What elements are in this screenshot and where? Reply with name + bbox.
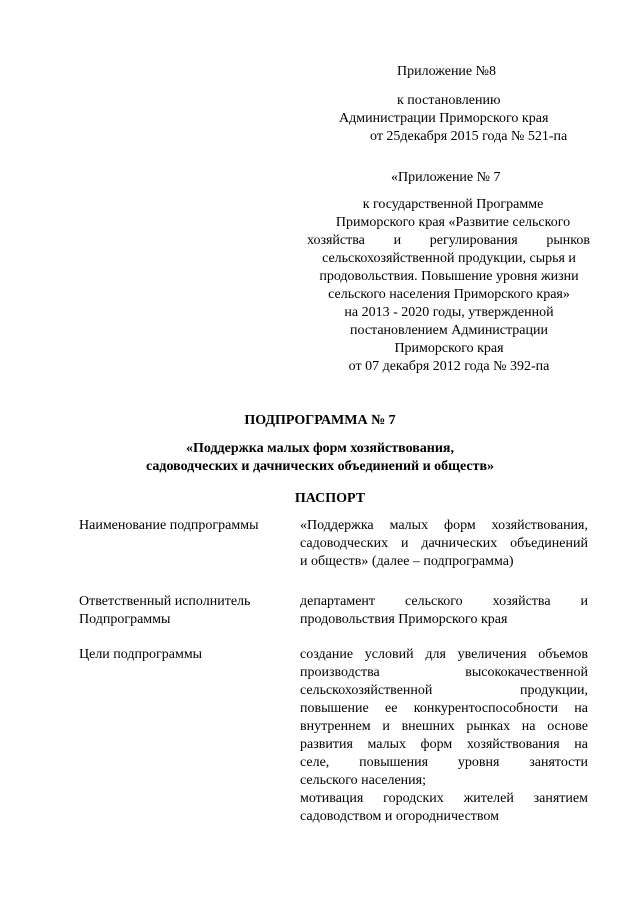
passport-row-value-line: и обществ» (далее – подпрограмма) — [300, 554, 514, 569]
prev-appendix-line: на 2013 - 2020 годы, утвержденной — [344, 305, 554, 320]
passport-heading: ПАСПОРТ — [294, 491, 366, 506]
appendix-line-1: к постановлению — [397, 93, 501, 108]
passport-row-label: Ответственный исполнитель — [79, 594, 251, 609]
passport-row-value-line: продовольствия Приморского края — [300, 612, 508, 627]
appendix-line-2: Администрации Приморского края — [339, 111, 549, 126]
prev-appendix-line: сельскохозяйственной продукции, сырья и — [322, 251, 576, 266]
prev-appendix-line: от 07 декабря 2012 года № 392-па — [348, 359, 550, 374]
passport-row-value-line: производства высококачественной — [300, 665, 588, 680]
passport-row-value-line: садоводческих и дачнических объединений — [300, 536, 588, 551]
passport-row-value-line: сельскохозяйственной продукции, — [300, 683, 588, 698]
passport-row-value-line: селе, повышения уровня занятости — [300, 755, 588, 770]
passport-row-value-line: сельского населения; — [300, 773, 426, 788]
subprogram-name-line-1: «Поддержка малых форм хозяйствования, — [185, 441, 455, 456]
passport-row-value-line: департамент сельского хозяйства и — [300, 594, 588, 609]
passport-row-value-line: создание условий для увеличения объемов — [300, 647, 588, 662]
prev-appendix-line: сельского населения Приморского края» — [328, 287, 570, 302]
passport-row-label: Цели подпрограммы — [79, 647, 203, 662]
passport-row-value-line: мотивация городских жителей занятием — [300, 791, 588, 806]
subprogram-heading: ПОДПРОГРАММА № 7 — [244, 413, 396, 428]
prev-appendix-line: хозяйства и регулирования рынков — [307, 233, 590, 248]
prev-appendix-line: постановлением Администрации — [350, 323, 548, 338]
appendix-title: Приложение №8 — [397, 64, 496, 79]
prev-appendix-line: к государственной Программе — [362, 197, 544, 212]
passport-row-value-line: развития малых форм хозяйствования на — [300, 737, 588, 752]
passport-row-value-line: «Поддержка малых форм хозяйствования, — [300, 518, 588, 533]
passport-row-value-line: внутреннем и внешних рынках на основе — [300, 719, 588, 734]
prev-appendix-line: Приморского края «Развитие сельского — [335, 215, 571, 230]
prev-appendix-title: «Приложение № 7 — [391, 170, 501, 185]
passport-row-value-line: садоводством и огородничеством — [300, 809, 500, 824]
prev-appendix-line: продовольствия. Повышение уровня жизни — [319, 269, 579, 284]
subprogram-name-line-2: садоводческих и дачнических объединений и обществ» — [145, 459, 495, 474]
appendix-line-3: от 25декабря 2015 года № 521-па — [370, 129, 568, 144]
passport-row-label: Наименование подпрограммы — [79, 518, 259, 533]
passport-row-value-line: повышение ее конкурентоспособности на — [300, 701, 588, 716]
prev-appendix-line: Приморского края — [394, 341, 504, 356]
passport-row-label: Подпрограммы — [79, 612, 171, 627]
